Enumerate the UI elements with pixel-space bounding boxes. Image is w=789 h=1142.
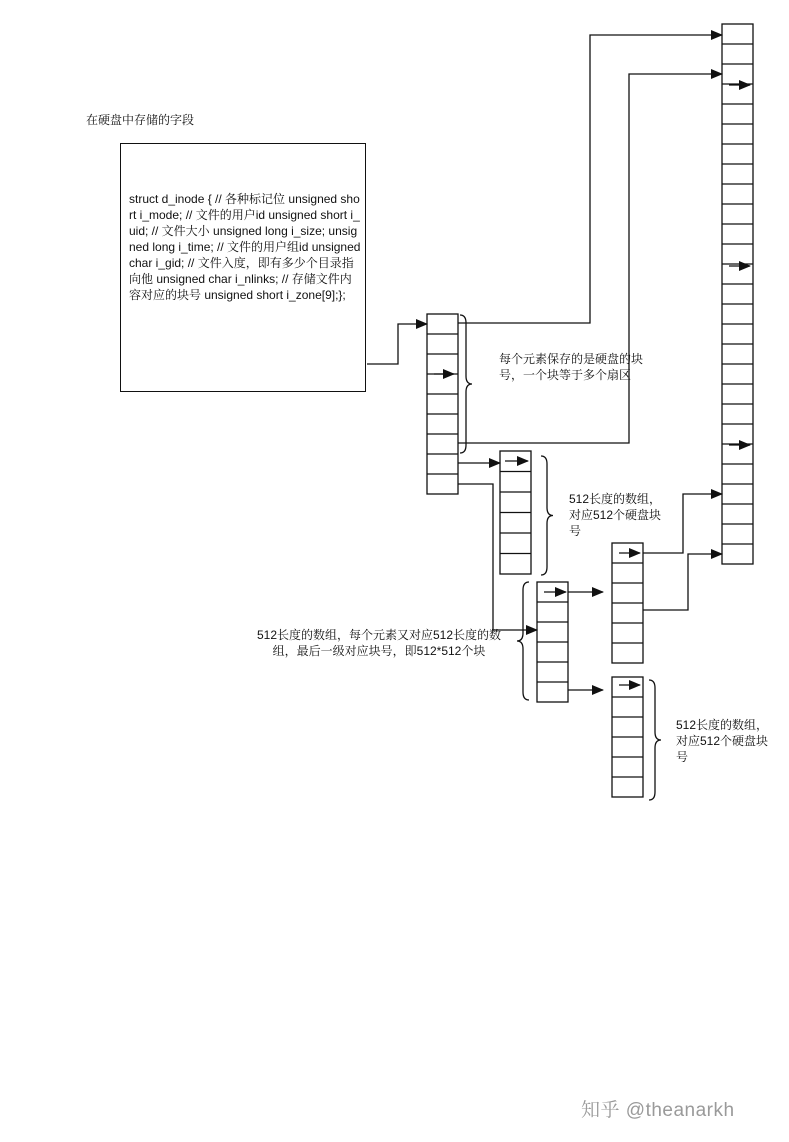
pointer-link-arrow [458, 35, 722, 323]
double-indirect-sub-array-b [612, 677, 643, 797]
zone-element-note: 每个元素保存的是硬盘的块号，一个块等于多个扇区 [499, 352, 644, 382]
i-zone-array [427, 314, 458, 494]
d-inode-struct-code: struct d_inode { // 各种标记位 unsigned short i_mode; // 文件的用户id unsigned short i_uid; // 文件大小 unsigned long i_size; unsigned long i_time; // 文件的用户组id unsigned char i_gid; // 文件入度，即有多少个目录指向他 unsigned char i_nlinks; // 存储文件内容对应的块号 unsigned short i_zone[9];}; [129, 192, 361, 302]
curly-brace [517, 582, 529, 700]
pointer-link-arrow [643, 494, 722, 553]
curly-brace [460, 315, 472, 453]
double-indirect-sub-array-a [612, 543, 643, 663]
curly-brace [649, 680, 661, 800]
indirect-array-note: 512长度的数组，对应512个硬盘块号 [569, 492, 662, 538]
pointer-link-arrow [367, 324, 427, 364]
block-array [722, 24, 753, 564]
pointer-link-arrow [458, 484, 537, 630]
disk-storage-caption: 在硬盘中存储的字段 [86, 113, 195, 127]
double-indirect-leaf-note: 512长度的数组，对应512个硬盘块号 [676, 718, 769, 764]
pointer-link-arrow [643, 554, 722, 610]
zhihu-watermark: 知乎 @theanarkh [581, 1100, 735, 1121]
double-indirect-note: 512长度的数组，每个元素又对应512长度的数组，最后一级对应块号，即512*512个块 [256, 628, 502, 658]
double-indirect-array [537, 582, 568, 702]
curly-brace [541, 456, 553, 575]
indirect-array [500, 451, 531, 574]
